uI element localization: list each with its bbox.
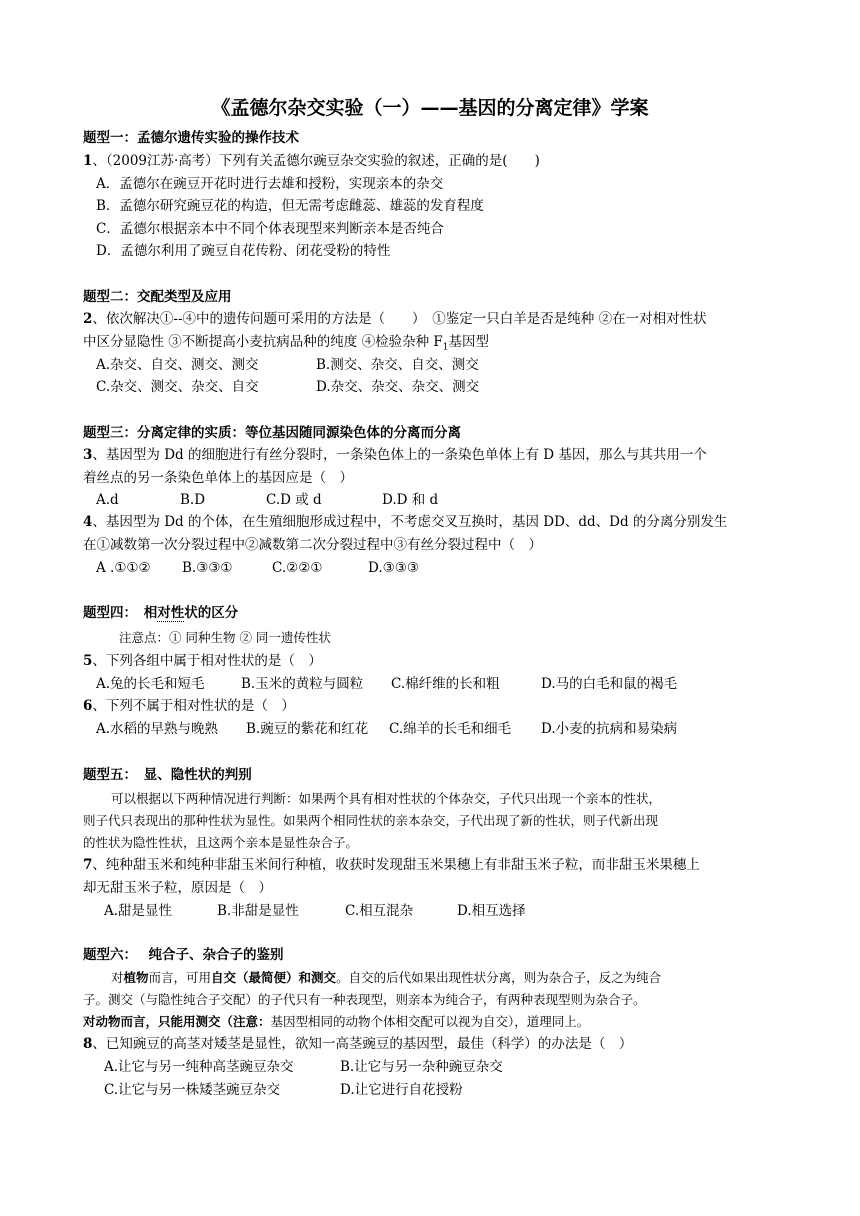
option-c: C.杂交、测交、杂交、自交	[96, 379, 259, 395]
section-heading-6: 题型六： 纯合子、杂合子的鉴别	[83, 947, 284, 963]
text-run-bold: 植物	[123, 970, 149, 985]
section-heading-5: 题型五： 显、隐性状的判别	[83, 767, 252, 783]
question-text: 、纯种甜玉米和纯种非甜玉米间行种植，收获时发现甜玉米果穗上有非甜玉米子粒，而非甜玉米果穗上	[92, 857, 700, 873]
heading-emphasis: 对性	[157, 605, 185, 621]
question-7-line-1	[83, 856, 700, 874]
option-c: C.绵羊的长毛和细毛	[389, 721, 512, 737]
question-text: 、下列不属于相对性状的是（ ）	[92, 698, 295, 714]
question-5-options	[96, 675, 677, 693]
question-text: 中区分显隐性 ③不断提高小麦抗病品种的纯度 ④检验杂种 F	[83, 334, 443, 350]
paragraph-line: 子。测交（与隐性纯合子交配）的子代只有一种表现型，则亲本为纯合子，有两种表现型则为杂合子。	[83, 992, 646, 1007]
option-d: D.杂交、杂交、杂交、测交	[316, 379, 480, 395]
text-run-bold: 自交（最简便）和测交	[211, 970, 337, 985]
option-b: B.让它与另一杂种豌豆杂交	[340, 1059, 503, 1075]
paragraph-line: 则子代只表现出的那种性状为显性。如果两个相同性状的亲本杂交，子代出现了新的性状，则子代新出现	[83, 813, 659, 828]
question-text: 、下列各组中属于相对性状的是（ ）	[92, 653, 322, 669]
question-number: 2	[83, 311, 93, 327]
option-b: B.③③①	[182, 560, 233, 576]
section-heading-2: 题型二：交配类型及应用	[83, 289, 232, 305]
question-number: 6	[83, 698, 93, 714]
option-a: A.甜是显性	[104, 903, 173, 919]
question-2-line-1	[83, 310, 707, 328]
section-heading-3: 题型三：分离定律的实质：等位基因随同源染色体的分离而分离	[83, 425, 461, 441]
question-text: 基因型	[448, 334, 489, 350]
heading-part: 题型四： 相	[83, 605, 158, 621]
question-4-options	[96, 559, 419, 577]
question-8-options-row-1	[104, 1058, 503, 1076]
options-row-2	[96, 378, 479, 396]
question-6	[83, 697, 295, 715]
option-d: D.③③③	[368, 560, 419, 576]
question-3-line-1	[83, 446, 707, 464]
subscript: 1	[442, 342, 449, 353]
text-run: ，道理同上。	[514, 1014, 590, 1029]
question-2-line-2	[83, 333, 489, 357]
question-7-options	[104, 902, 526, 920]
option-c: C．孟德尔根据亲本中不同个体表现型来判断亲本是否纯合	[96, 221, 444, 237]
option-a: A.d	[96, 492, 119, 508]
text-run-bold: 对动物而言，只能用测交（注意：	[83, 1014, 271, 1029]
option-d: D.马的白毛和鼠的褐毛	[541, 676, 678, 692]
option-b: B.豌豆的紫花和红花	[246, 721, 369, 737]
question-6-options	[96, 720, 677, 738]
question-number: 3	[83, 447, 93, 463]
text-run: 对	[111, 970, 124, 985]
question-number: 8	[83, 1036, 93, 1052]
option-a: A．孟德尔在豌豆开花时进行去雄和授粉，实现亲本的杂交	[96, 176, 444, 192]
question-text: 、依次解决①--④中的遗传问题可采用的方法是（ ） ①鉴定一只白羊是否是纯种 ②在一对相对性状	[92, 311, 707, 327]
question-8-options-row-2	[104, 1081, 463, 1099]
question-5	[83, 652, 322, 670]
question-7-line-2: 却无甜玉米子粒，原因是（ ）	[83, 880, 272, 896]
heading-part: 状的区分	[184, 605, 239, 621]
note: 注意点：① 同种生物 ② 同一遗传性状	[119, 630, 331, 645]
option-d: D.相互选择	[457, 903, 526, 919]
paragraph-line	[83, 1013, 589, 1031]
question-number: 5	[83, 653, 93, 669]
options-row-1	[96, 356, 479, 374]
option-b: B.D	[180, 492, 206, 508]
option-c: C.相互混杂	[345, 903, 414, 919]
section-heading-1: 题型一：孟德尔遗传实验的操作技术	[83, 130, 299, 146]
question-text: 、（2009江苏·高考）下列有关孟德尔豌豆杂交实验的叙述，正确的是( )	[92, 153, 540, 169]
option-a: A.兔的长毛和短毛	[96, 676, 205, 692]
option-c: C.让它与另一株矮茎豌豆杂交	[104, 1082, 281, 1098]
question-number: 7	[83, 857, 93, 873]
question-number: 4	[83, 514, 93, 530]
question-3-line-2: 着丝点的另一条染色单体上的基因应是（ ）	[83, 470, 353, 486]
question-4-line-1	[83, 513, 727, 531]
option-d: D.让它进行自花授粉	[340, 1082, 463, 1098]
question-8	[83, 1035, 632, 1053]
option-b: B.测交、杂交、自交、测交	[316, 357, 479, 373]
text-run: 。自交的后代如果出现性状分离，则为杂合子，反之为纯合	[336, 970, 662, 985]
paragraph-line	[111, 969, 661, 987]
option-a: A .①①②	[96, 560, 151, 576]
question-number: 1	[83, 153, 93, 169]
option-d: D.小麦的抗病和易染病	[541, 721, 678, 737]
option-c: C.②②①	[272, 560, 323, 576]
question-text: 、基因型为 Dd 的个体，在生殖细胞形成过程中，不考虑交叉互换时，基因 DD、dd、Dd 的分离分别发生	[92, 514, 728, 530]
paragraph-line: 可以根据以下两种情况进行判断：如果两个具有相对性状的个体杂交，子代只出现一个亲本的性状，	[111, 791, 662, 806]
text-run: 基因型相同的动物个体相交配可以视为自交）	[270, 1014, 515, 1029]
option-a: A.水稻的早熟与晚熟	[96, 721, 219, 737]
question-3-options	[96, 491, 438, 509]
section-heading-4	[83, 604, 238, 622]
option-a: A.让它与另一纯种高茎豌豆杂交	[104, 1059, 294, 1075]
question-4-line-2: 在①减数第一次分裂过程中②减数第二次分裂过程中③有丝分裂过程中（ ）	[83, 537, 542, 553]
option-d: D.D 和 d	[382, 492, 439, 508]
paragraph-line: 的性状为隐性性状，且这两个亲本是显性杂合子。	[83, 835, 359, 850]
question-text: 、基因型为 Dd 的细胞进行有丝分裂时，一条染色体上的一条染色单体上有 D 基因，那么与其共用一个	[92, 447, 707, 463]
question-1	[83, 152, 540, 170]
option-b: B．孟德尔研究豌豆花的构造，但无需考虑雌蕊、雄蕊的发育程度	[96, 198, 484, 214]
option-b: B.玉米的黄粒与圆粒	[241, 676, 364, 692]
option-c: C.D 或 d	[266, 492, 322, 508]
option-d: D．孟德尔利用了豌豆自花传粉、闭花受粉的特性	[96, 243, 391, 259]
option-c: C.棉纤维的长和粗	[391, 676, 500, 692]
page-title: 《孟德尔杂交实验（一）——基因的分离定律》学案	[211, 97, 649, 119]
text-run: 而言，可用	[148, 970, 212, 985]
question-text: 、已知豌豆的高茎对矮茎是显性，欲知一高茎豌豆的基因型，最佳（科学）的办法是（ ）	[92, 1036, 633, 1052]
option-b: B.非甜是显性	[217, 903, 299, 919]
option-a: A.杂交、自交、测交、测交	[96, 357, 259, 373]
